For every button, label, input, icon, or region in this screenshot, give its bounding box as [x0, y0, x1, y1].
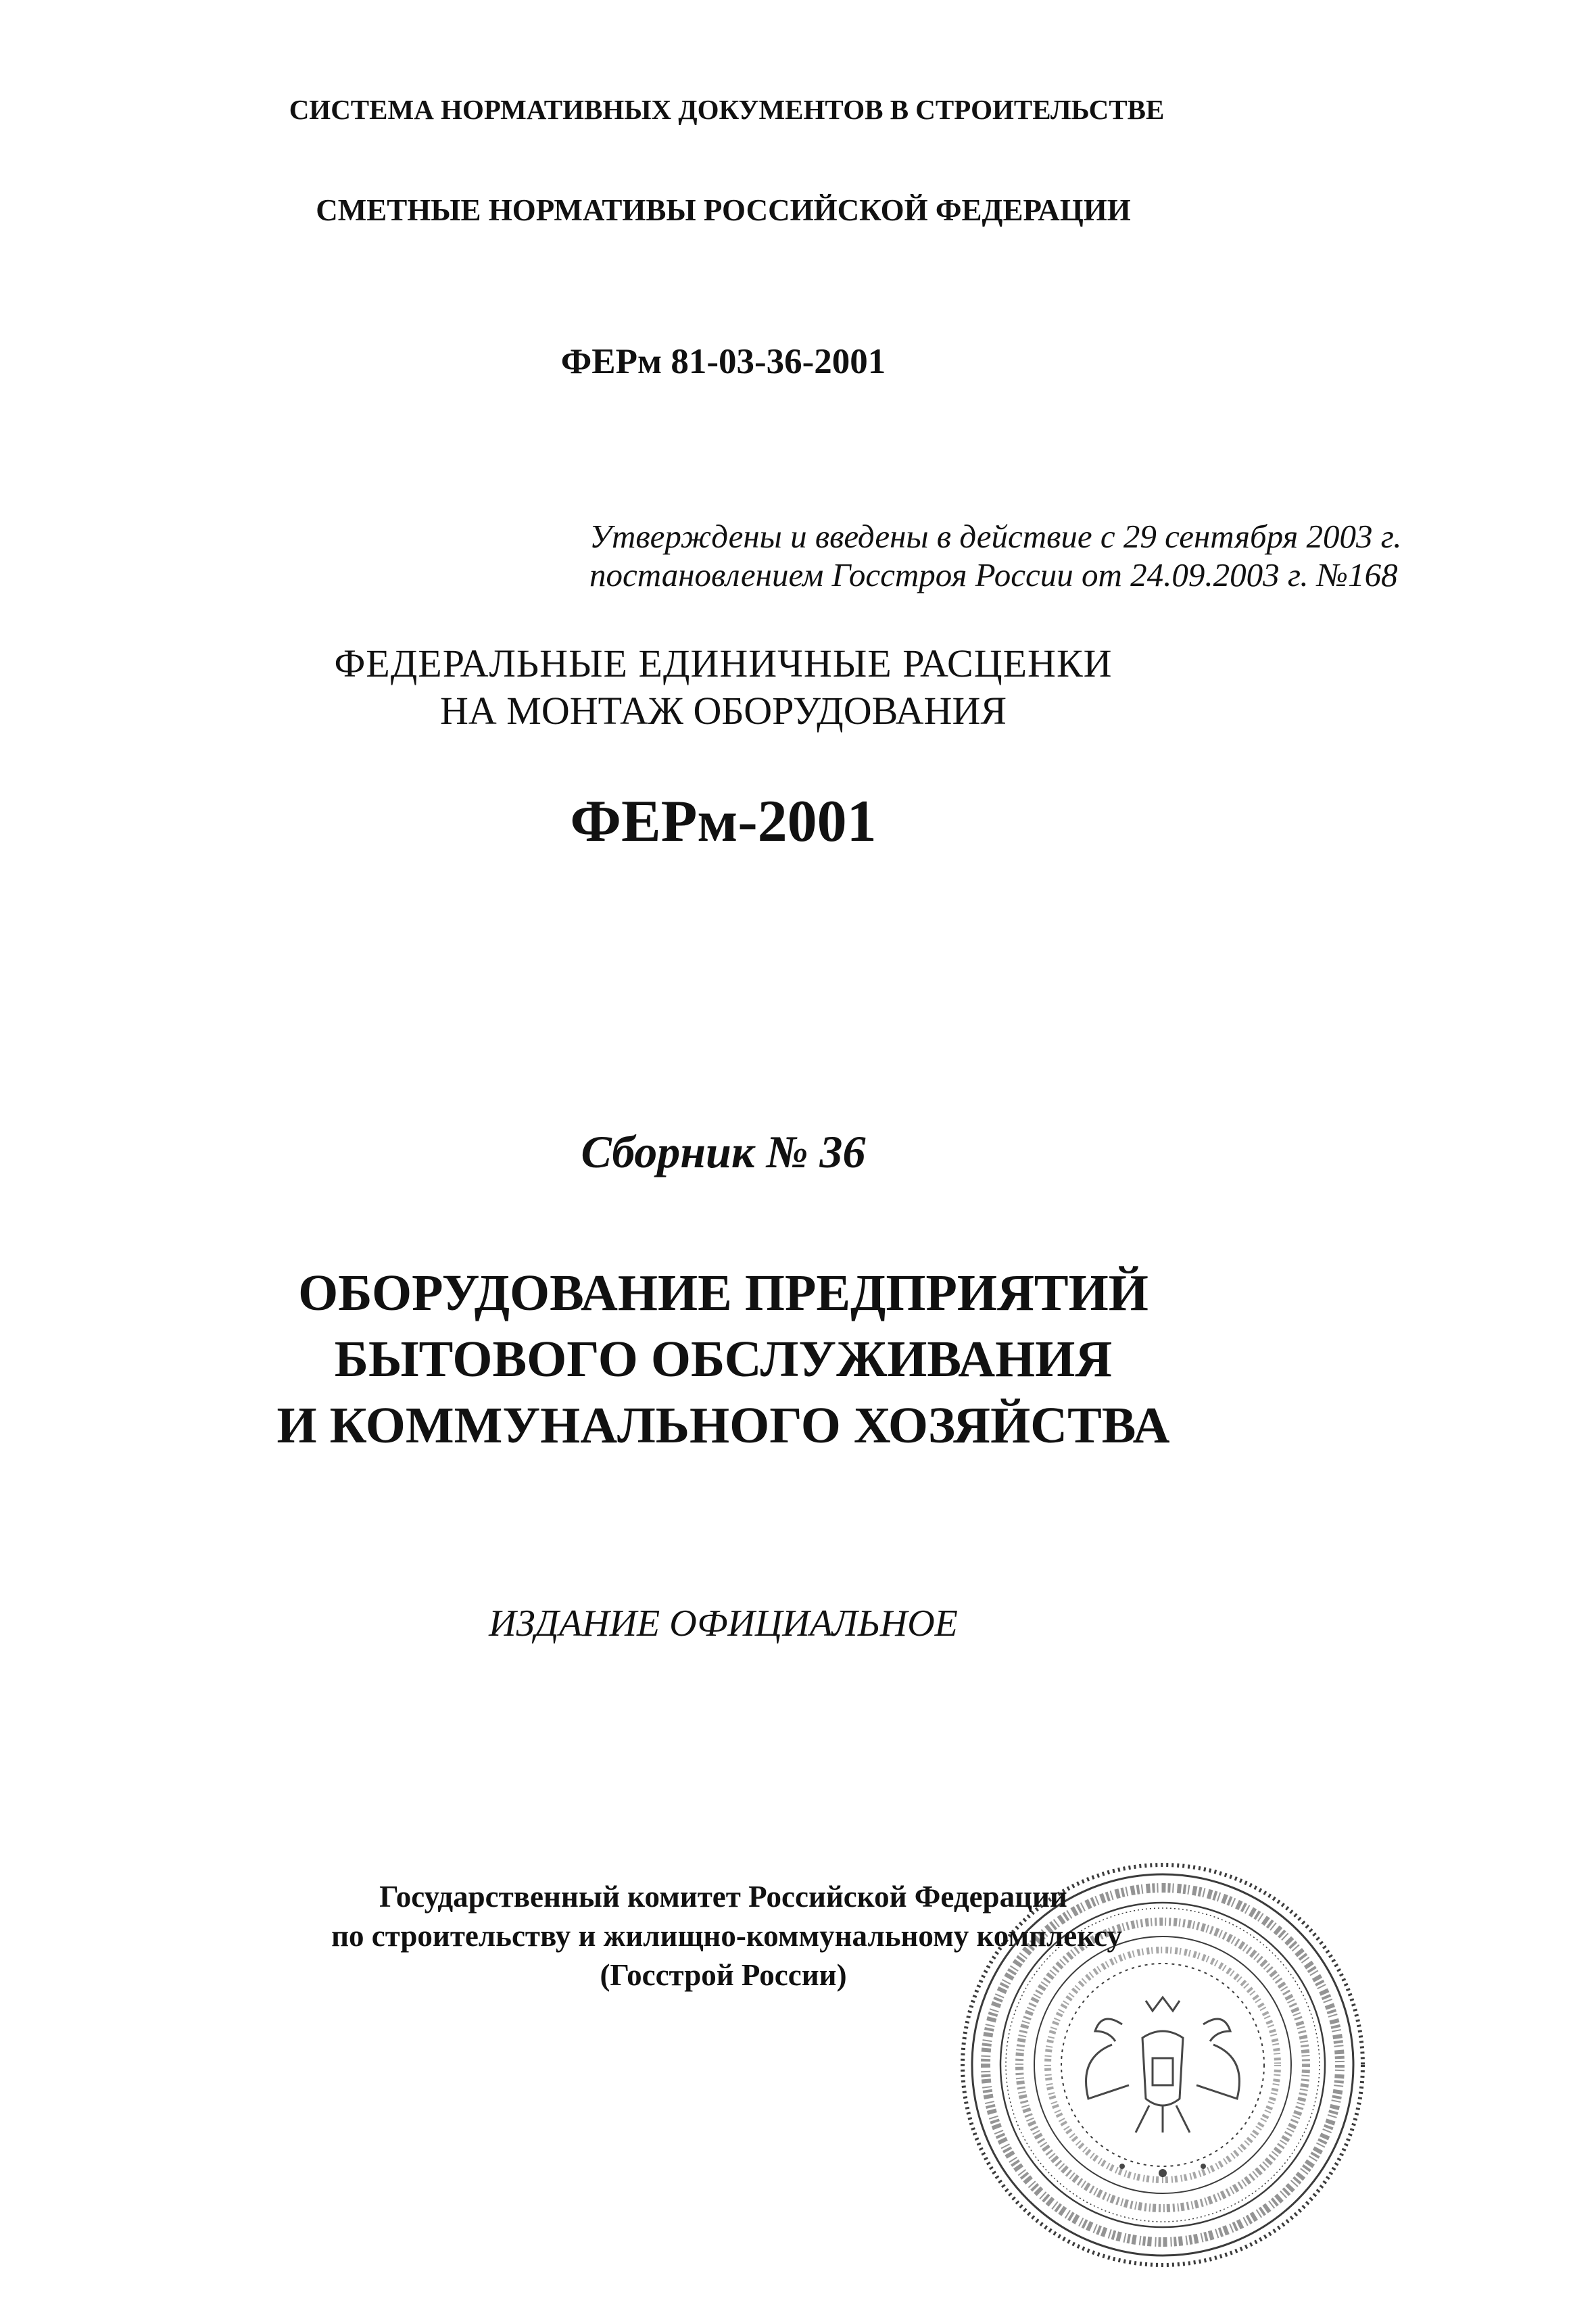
publisher-line-2: по строительству и жилищно-коммунальному комплексу [331, 1919, 1122, 1953]
system-line: СИСТЕМА НОРМАТИВНЫХ ДОКУМЕНТОВ В СТРОИТЕЛЬСТВЕ [289, 94, 1165, 125]
collection-title-line-2: БЫТОВОГО ОБСЛУЖИВАНИЯ [334, 1331, 1113, 1388]
collection-title-line-3: И КОММУНАЛЬНОГО ХОЗЯЙСТВА [276, 1397, 1170, 1454]
title-line-1: ФЕДЕРАЛЬНЫЕ ЕДИНИЧНЫЕ РАСЦЕНКИ [334, 641, 1113, 685]
document-code: ФЕРм 81-03-36-2001 [560, 342, 886, 381]
approval-line-2: постановлением Госстроя России от 24.09.2003 г. №168 [589, 556, 1398, 593]
ferm-title: ФЕРм-2001 [570, 789, 877, 854]
publisher-line-3: (Госстрой России) [600, 1958, 847, 1992]
approval-line-1: Утверждены и введены в действие с 29 сентября 2003 г. [589, 518, 1402, 555]
collection-number: Сборник № 36 [581, 1126, 866, 1177]
official-seal-icon [953, 1855, 1372, 2274]
smetnye-normativy-line: СМЕТНЫЕ НОРМАТИВЫ РОССИЙСКОЙ ФЕДЕРАЦИИ [316, 193, 1131, 227]
publisher-line-1: Государственный комитет Российской Федерации [379, 1880, 1067, 1914]
edition-label: ИЗДАНИЕ ОФИЦИАЛЬНОЕ [489, 1603, 958, 1644]
title-line-2: НА МОНТАЖ ОБОРУДОВАНИЯ [439, 689, 1007, 733]
collection-title-line-1: ОБОРУДОВАНИЕ ПРЕДПРИЯТИЙ [298, 1265, 1148, 1321]
